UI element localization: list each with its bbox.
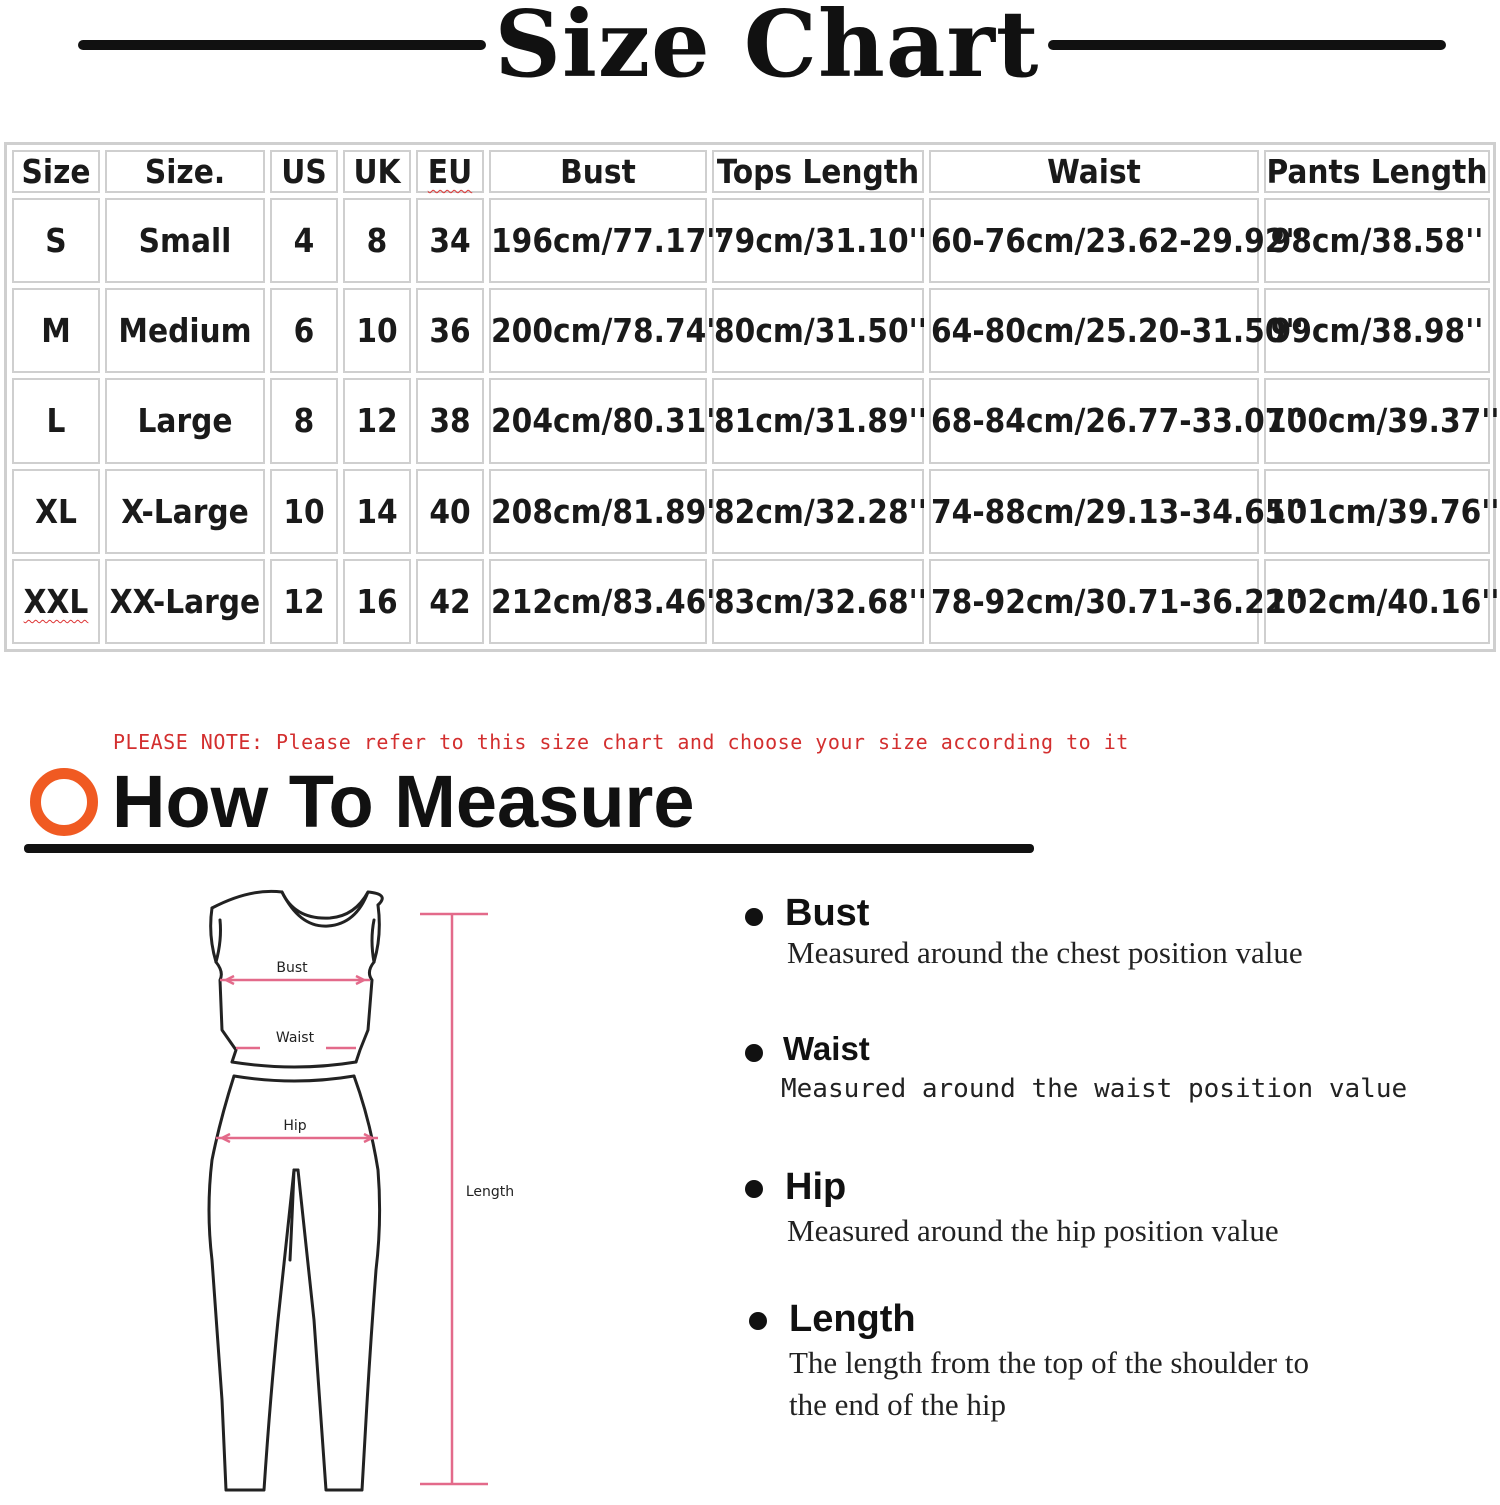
cell-size-label: XXL (23, 581, 89, 621)
cell-size (12, 559, 100, 644)
measure-item-title: Waist (783, 1030, 870, 1067)
cell-uk: 8 (343, 198, 411, 283)
size-note: PLEASE NOTE: Please refer to this size chart and choose your size according to it (113, 730, 1129, 754)
figure-label-waist: Waist (275, 1030, 315, 1046)
cell-pants-length: 98cm/38.58'' (1264, 198, 1490, 283)
header-uk: UK (343, 150, 411, 193)
cell-eu: 34 (416, 198, 484, 283)
table-row (12, 559, 1490, 644)
cell-bust: 212cm/83.46'' (489, 559, 707, 644)
cell-size-name: Large (105, 378, 265, 463)
cell-waist: 74-88cm/29.13-34.65'' (929, 469, 1259, 554)
size-table (7, 145, 1500, 649)
cell-tops-length: 80cm/31.50'' (712, 288, 924, 373)
how-to-measure-title: How To Measure (112, 760, 695, 843)
measure-item-desc: Measured around the hip position value (787, 1213, 1279, 1248)
jumpsuit-illustration (160, 880, 580, 1500)
measure-item-desc: Measured around the waist position value (781, 1074, 1408, 1104)
table-header-row (12, 150, 1490, 193)
cell-size: S (12, 198, 100, 283)
cell-bust: 204cm/80.31'' (489, 378, 707, 463)
cell-waist: 64-80cm/25.20-31.50'' (929, 288, 1259, 373)
table-row (12, 198, 1490, 283)
figure-label-bust: Bust (276, 960, 308, 976)
cell-us: 4 (270, 198, 338, 283)
cell-size: L (12, 378, 100, 463)
cell-size-name: Medium (105, 288, 265, 373)
cell-pants-length: 100cm/39.37'' (1264, 378, 1490, 463)
header-bust: Bust (489, 150, 707, 193)
cell-us: 6 (270, 288, 338, 373)
table-row (12, 378, 1490, 463)
header-pants-length: Pants Length (1264, 150, 1490, 193)
cell-eu: 36 (416, 288, 484, 373)
cell-tops-length: 79cm/31.10'' (712, 198, 924, 283)
header-size: Size (12, 150, 100, 193)
cell-pants-length: 99cm/38.98'' (1264, 288, 1490, 373)
title-rule-right (1048, 40, 1446, 50)
header-eu (416, 150, 484, 193)
table-row (12, 288, 1490, 373)
page-title: Size Chart (494, 0, 1040, 98)
size-table-container (4, 142, 1500, 652)
cell-tops-length: 81cm/31.89'' (712, 378, 924, 463)
header-tops-length: Tops Length (712, 150, 924, 193)
cell-eu: 42 (416, 559, 484, 644)
cell-uk: 16 (343, 559, 411, 644)
measure-item-desc-line2: the end of the hip (789, 1387, 1006, 1422)
header-us: US (270, 150, 338, 193)
measurement-figure (160, 880, 580, 1500)
header-waist: Waist (929, 150, 1259, 193)
cell-pants-length: 101cm/39.76'' (1264, 469, 1490, 554)
bullet-dot-icon (749, 1312, 767, 1330)
cell-bust: 200cm/78.74'' (489, 288, 707, 373)
cell-uk: 14 (343, 469, 411, 554)
cell-waist: 60-76cm/23.62-29.92'' (929, 198, 1259, 283)
how-to-measure-header (24, 760, 1044, 860)
bullet-dot-icon (745, 908, 763, 926)
cell-waist: 78-92cm/30.71-36.22'' (929, 559, 1259, 644)
cell-size-name: Small (105, 198, 265, 283)
cell-size-name: X-Large (105, 469, 265, 554)
header-size-name: Size. (105, 150, 265, 193)
cell-bust: 196cm/77.17'' (489, 198, 707, 283)
figure-label-hip: Hip (283, 1118, 307, 1134)
cell-bust: 208cm/81.89'' (489, 469, 707, 554)
measure-item-title: Hip (785, 1166, 847, 1208)
measure-item-title: Length (789, 1298, 916, 1340)
cell-uk: 10 (343, 288, 411, 373)
measure-item-desc-line1: The length from the top of the shoulder to (789, 1345, 1309, 1380)
measure-item-desc: Measured around the chest position value (787, 935, 1303, 970)
title-row (0, 0, 1500, 98)
cell-uk: 12 (343, 378, 411, 463)
measure-item-title: Bust (785, 892, 870, 934)
cell-eu: 38 (416, 378, 484, 463)
ring-icon (30, 768, 98, 836)
bullet-dot-icon (745, 1180, 763, 1198)
cell-us: 8 (270, 378, 338, 463)
figure-label-length: Length (465, 1184, 515, 1200)
cell-us: 12 (270, 559, 338, 644)
cell-eu: 40 (416, 469, 484, 554)
cell-tops-length: 82cm/32.28'' (712, 469, 924, 554)
cell-tops-length: 83cm/32.68'' (712, 559, 924, 644)
cell-size: XL (12, 469, 100, 554)
cell-us: 10 (270, 469, 338, 554)
bullet-dot-icon (745, 1044, 763, 1062)
cell-size-name: XX-Large (105, 559, 265, 644)
how-to-measure-rule (24, 844, 1034, 853)
cell-pants-length: 102cm/40.16'' (1264, 559, 1490, 644)
table-row (12, 469, 1490, 554)
cell-waist: 68-84cm/26.77-33.07'' (929, 378, 1259, 463)
cell-size: M (12, 288, 100, 373)
title-rule-left (78, 40, 486, 50)
header-eu-label: EU (427, 152, 473, 191)
